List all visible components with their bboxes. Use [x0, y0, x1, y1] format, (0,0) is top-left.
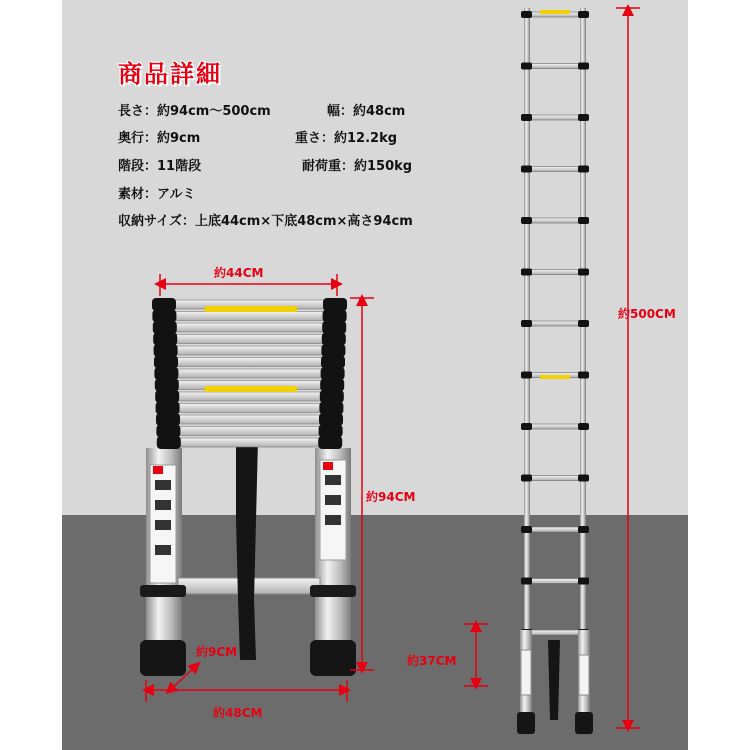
extended-rung-cap — [578, 372, 589, 379]
extended-rung-cap — [578, 578, 589, 585]
extended-rung — [528, 476, 582, 481]
extended-rung — [528, 630, 582, 635]
folded-rung — [172, 427, 327, 436]
rung-end-cap — [156, 402, 180, 415]
extended-left-foot — [517, 712, 535, 734]
extended-rung-cap — [578, 269, 589, 276]
spec-weight: 重さ：約12.2kg — [295, 131, 398, 146]
rung-end-cap — [323, 310, 347, 323]
folded-rung — [171, 392, 329, 401]
rung-end-cap — [154, 344, 178, 357]
extended-rung-cap — [521, 63, 532, 70]
extended-ladder — [517, 8, 593, 734]
rung-end-cap — [155, 390, 179, 403]
extended-right-foot — [575, 712, 593, 734]
right-cap — [310, 585, 356, 597]
extended-rung-cap — [521, 423, 532, 430]
dim-extended-height: 約500CM — [618, 307, 676, 321]
extended-rung-cap — [578, 423, 589, 430]
extended-rung-cap — [521, 166, 532, 173]
spec-steps: 階段：11階段 — [118, 159, 202, 174]
left-margin — [0, 0, 62, 750]
extended-rung — [528, 270, 582, 275]
folded-rung — [169, 335, 331, 344]
rung-end-cap — [321, 356, 345, 369]
extended-rung-cap — [578, 11, 589, 18]
extended-rung-cap — [578, 166, 589, 173]
extended-rung — [528, 321, 582, 326]
dim-depth: 約9CM — [196, 645, 238, 659]
rung-end-cap — [318, 436, 342, 449]
extended-rung-cap — [578, 475, 589, 482]
dim-step-spacing: 約37CM — [407, 654, 457, 668]
rung-end-cap — [156, 413, 180, 426]
extended-rung-cap — [578, 217, 589, 224]
rung-label-top — [205, 306, 297, 312]
extended-top-label — [540, 10, 570, 14]
right-foot — [310, 640, 356, 676]
extended-rung — [528, 424, 582, 429]
spec-width: 幅：約48cm — [327, 104, 406, 119]
spec-depth: 奥行：約9cm — [118, 131, 201, 146]
extended-rung-cap — [521, 372, 532, 379]
extended-strap — [548, 640, 560, 720]
extended-rung-cap — [521, 578, 532, 585]
spec-load: 耐荷重：約150kg — [302, 159, 413, 174]
folded-rung — [169, 323, 331, 332]
folded-rung — [173, 438, 327, 447]
right-margin — [688, 0, 750, 750]
rung-end-cap — [152, 310, 176, 323]
rung-end-cap — [319, 425, 343, 438]
extended-rung — [528, 218, 582, 223]
extended-rung-cap — [521, 114, 532, 121]
extended-rungs — [521, 11, 589, 636]
extended-rung-cap — [578, 114, 589, 121]
folded-rung — [170, 369, 329, 378]
folded-rung — [172, 404, 329, 413]
extended-rung-cap — [521, 269, 532, 276]
extended-rung-cap — [578, 526, 589, 533]
extended-rung-cap — [521, 11, 532, 18]
rung-end-cap — [322, 333, 346, 346]
extended-rung — [528, 167, 582, 172]
dim-top-width: 約44CM — [214, 266, 264, 280]
dim-bottom-width: 約48CM — [213, 706, 263, 720]
rung-label-middle — [205, 386, 297, 392]
extended-rung-cap — [578, 63, 589, 70]
left-foot — [140, 640, 186, 676]
rung-end-cap — [153, 333, 177, 346]
extended-rung-label — [540, 375, 570, 379]
extended-rung-cap — [521, 475, 532, 482]
rung-end-cap — [154, 367, 178, 380]
rung-end-cap — [157, 436, 181, 449]
spec-length: 長さ：約94cm〜500cm — [118, 104, 271, 119]
page-title: 商品詳細 — [118, 60, 222, 88]
folded-rung — [172, 415, 328, 424]
left-cap — [140, 585, 186, 597]
extended-rung-cap — [521, 526, 532, 533]
carry-strap — [236, 440, 258, 660]
rung-end-cap — [155, 379, 179, 392]
extended-rung — [528, 579, 582, 584]
spec-material: 素材：アルミ — [118, 187, 196, 202]
extended-rung-cap — [578, 320, 589, 327]
rung-end-cap — [321, 344, 345, 357]
rung-end-cap — [319, 413, 343, 426]
rung-end-cap — [323, 298, 347, 311]
folded-ladder — [140, 298, 356, 676]
rung-end-cap — [156, 425, 180, 438]
extended-rung — [528, 527, 582, 532]
extended-rung-cap — [521, 320, 532, 327]
extended-rung — [528, 115, 582, 120]
rung-end-cap — [321, 367, 345, 380]
rung-end-cap — [320, 390, 344, 403]
folded-rung — [170, 358, 330, 367]
spec-storage-size: 収納サイズ：上底44cm×下底48cm×高さ94cm — [118, 214, 413, 229]
rung-end-cap — [152, 298, 176, 311]
rung-end-cap — [320, 379, 344, 392]
rung-end-cap — [153, 321, 177, 334]
dim-folded-height: 約94CM — [366, 490, 416, 504]
folded-rung — [170, 346, 331, 355]
extended-rung — [528, 64, 582, 69]
rung-end-cap — [319, 402, 343, 415]
extended-rung-cap — [521, 217, 532, 224]
folded-rung — [168, 312, 331, 321]
rung-end-cap — [322, 321, 346, 334]
rung-end-cap — [154, 356, 178, 369]
stacked-rungs — [152, 298, 347, 449]
